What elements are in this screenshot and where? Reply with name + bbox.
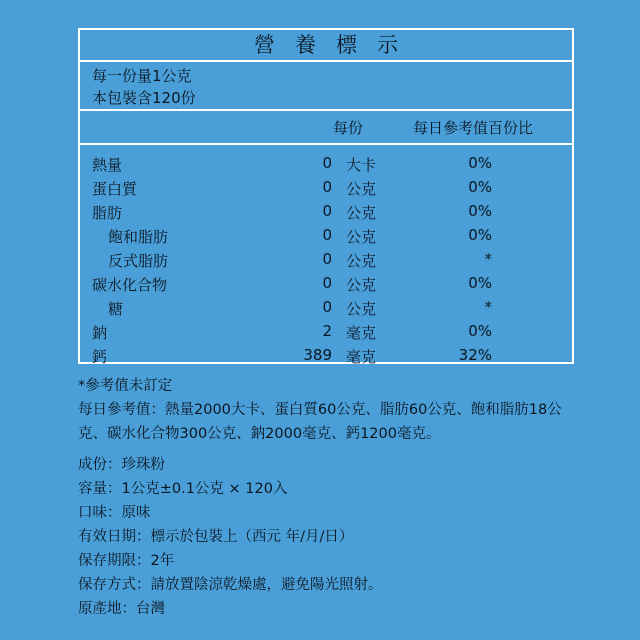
nutrient-name: 鈉 xyxy=(92,324,108,342)
nutrient-name: 熱量 xyxy=(92,156,123,174)
servings-per-package: 本包裝含120份 xyxy=(92,89,196,107)
nutrient-value: 0 xyxy=(322,226,332,244)
column-header-row xyxy=(80,111,572,145)
nutrient-value: 0 xyxy=(322,250,332,268)
nutrient-unit: 毫克 xyxy=(346,348,377,366)
nutrient-row-trans-fat xyxy=(80,248,572,272)
serving-size: 每一份量1公克 xyxy=(92,67,192,85)
nutrient-daily-value: 0% xyxy=(468,226,492,244)
nutrient-unit: 公克 xyxy=(346,276,377,294)
nutrient-row-carbohydrate xyxy=(80,272,572,296)
serving-info xyxy=(80,62,572,111)
storage-line: 保存方式：請放置陰涼乾燥處，避免陽光照射。 xyxy=(78,577,383,593)
nutrient-daily-value: 0% xyxy=(468,274,492,292)
nutrient-unit: 大卡 xyxy=(346,156,377,174)
nutrient-name: 脂肪 xyxy=(92,204,123,222)
nutrient-row-saturated-fat xyxy=(80,224,572,248)
nutrient-value: 0 xyxy=(322,298,332,316)
shelf-life-line: 保存期限：2年 xyxy=(78,553,175,569)
nutrient-row-calories xyxy=(80,152,572,176)
flavor-line: 口味：原味 xyxy=(78,505,151,521)
origin-line: 原產地：台灣 xyxy=(78,601,165,617)
column-header-daily-value: 每日參考值百份比 xyxy=(413,119,534,137)
nutrient-unit: 公克 xyxy=(346,180,377,198)
nutrient-daily-value: 0% xyxy=(468,322,492,340)
nutrient-daily-value: 32% xyxy=(458,346,492,364)
nutrient-name: 鈣 xyxy=(92,348,108,366)
asterisk-note: *參考值未訂定 xyxy=(78,378,173,394)
nutrient-row-calcium xyxy=(80,344,572,368)
nutrient-daily-value: 0% xyxy=(468,178,492,196)
nutrient-unit: 公克 xyxy=(346,204,377,222)
nutrient-daily-value: * xyxy=(484,250,492,268)
nutrient-row-fat xyxy=(80,200,572,224)
nutrient-name: 飽和脂肪 xyxy=(108,228,169,246)
nutrient-value: 0 xyxy=(322,154,332,172)
nutrient-daily-value: * xyxy=(484,298,492,316)
capacity-line: 容量：1公克±0.1公克 × 120入 xyxy=(78,481,288,497)
column-header-per-serving: 每份 xyxy=(333,119,364,137)
nutrient-value: 389 xyxy=(303,346,332,364)
nutrient-row-sodium xyxy=(80,320,572,344)
nutrient-unit: 公克 xyxy=(346,252,377,270)
nutrient-unit: 毫克 xyxy=(346,324,377,342)
nutrient-name: 蛋白質 xyxy=(92,180,138,198)
nutrient-name: 碳水化合物 xyxy=(92,276,168,294)
nutrient-daily-value: 0% xyxy=(468,154,492,172)
nutrient-name: 糖 xyxy=(108,300,124,318)
nutrient-unit: 公克 xyxy=(346,300,377,318)
ingredients-line: 成份：珍珠粉 xyxy=(78,457,165,473)
nutrient-row-sugar xyxy=(80,296,572,320)
product-details xyxy=(78,453,588,621)
nutrition-facts-panel xyxy=(78,28,574,364)
daily-reference-note: 每日參考值：熱量2000大卡、蛋白質60公克、脂肪60公克、飽和脂肪18公克、碳水化合物300公克、鈉2000毫克、鈣1200毫克。 xyxy=(78,402,562,442)
nutrient-rows xyxy=(80,145,572,368)
nutrient-value: 0 xyxy=(322,202,332,220)
nutrient-value: 0 xyxy=(322,274,332,292)
nutrient-row-protein xyxy=(80,176,572,200)
nutrient-name: 反式脂肪 xyxy=(108,252,169,270)
nutrient-daily-value: 0% xyxy=(468,202,492,220)
nutrient-value: 2 xyxy=(322,322,332,340)
nutrient-value: 0 xyxy=(322,178,332,196)
nutrient-unit: 公克 xyxy=(346,228,377,246)
expiry-line: 有效日期：標示於包裝上（西元 年/月/日） xyxy=(78,529,354,545)
reference-notes xyxy=(78,374,588,446)
nutrition-title: 營養標示 xyxy=(80,30,572,62)
